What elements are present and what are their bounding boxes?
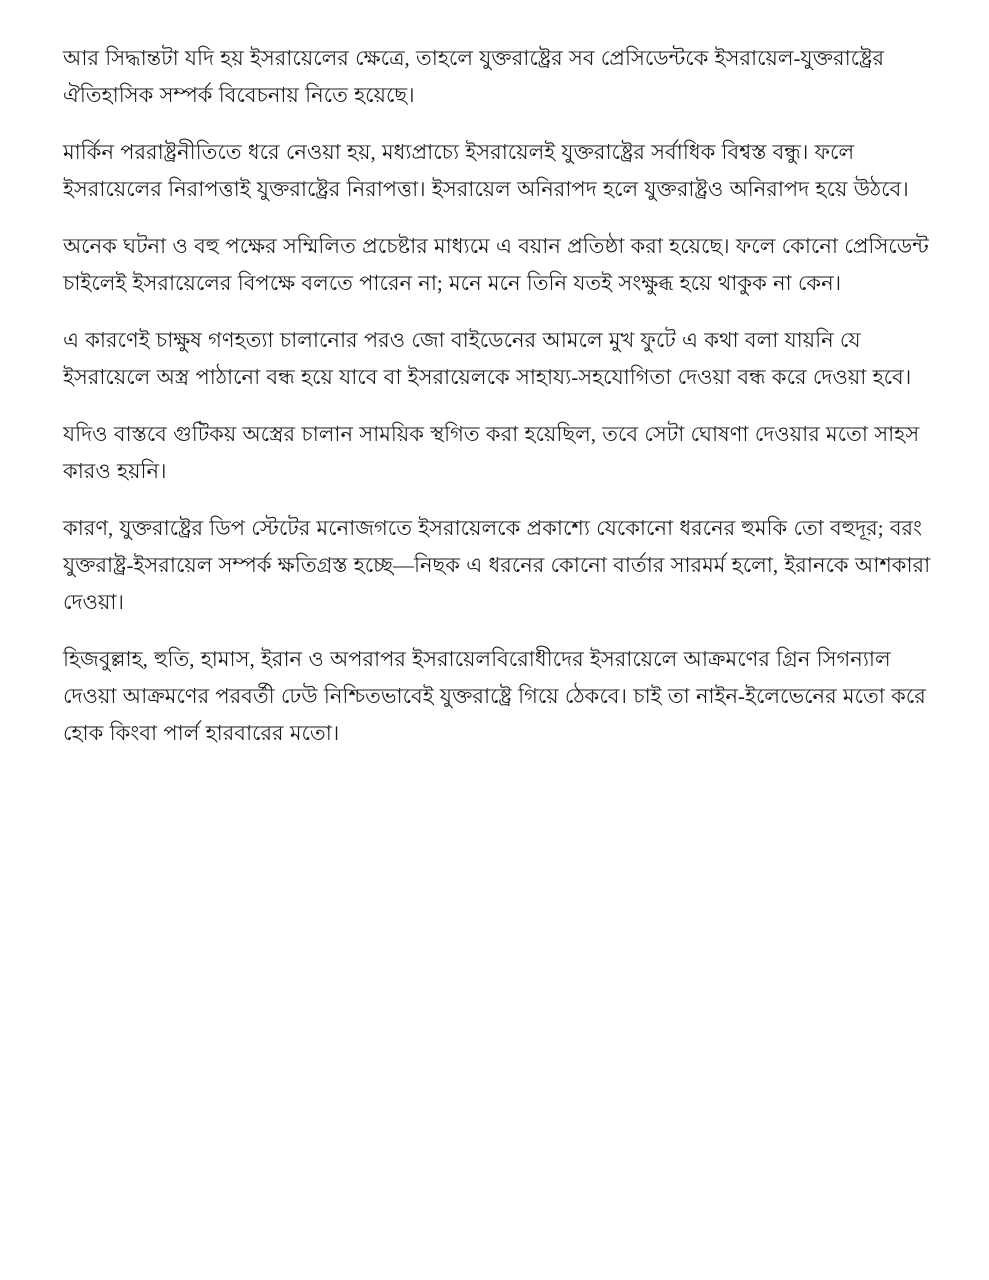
paragraph-5: যদিও বাস্তবে গুটিকয় অস্ত্রের চালান সাময়িক স্থগিত করা হয়েছিল, তবে সেটা ঘোষণা দেওয়ার মতো সাহস কারও হয়নি।: [63, 422, 920, 483]
paragraph-6: কারণ, যুক্তরাষ্ট্রের ডিপ স্টেটের মনোজগতে ইসরায়েলকে প্রকাশ্যে যেকোনো ধরনের হুমকি তো বহুদূর; বরং যুক্তরাষ্ট্র-ইসরায়েল সম্পর্ক ক্ষতিগ্রস্ত হচ্ছে—নিছক এ ধরনের কোনো বার্তার সারমর্ম হলো, ইরানকে আশকারা দেওয়া।: [63, 516, 931, 614]
paragraph-1: আর সিদ্ধান্তটা যদি হয় ইসরায়েলের ক্ষেত্রে, তাহলে যুক্তরাষ্ট্রের সব প্রেসিডেন্টকে ইসরায়েল-যুক্তরাষ্ট্রের ঐতিহাসিক সম্পর্ক বিবেচনায় নিতে হয়েছে।: [63, 46, 885, 107]
paragraph-3: অনেক ঘটনা ও বহু পক্ষের সম্মিলিত প্রচেষ্টার মাধ্যমে এ বয়ান প্রতিষ্ঠা করা হয়েছে। ফলে কোনো প্রেসিডেন্ট চাইলেই ইসরায়েলের বিপক্ষে বলতে পারেন না; মনে মনে তিনি যতই সংক্ষুব্ধ হয়ে থাকুক না কেন।: [63, 234, 929, 295]
paragraph-2: মার্কিন পররাষ্ট্রনীতিতে ধরে নেওয়া হয়, মধ্যপ্রাচ্যে ইসরায়েলই যুক্তরাষ্ট্রের সর্বাধিক বিশ্বস্ত বন্ধু। ফলে ইসরায়েলের নিরাপত্তাই যুক্তরাষ্ট্রের নিরাপত্তা। ইসরায়েল অনিরাপদ হলে যুক্তরাষ্ট্রও অনিরাপদ হয়ে উঠবে।: [63, 140, 909, 201]
article-body: [63, 40, 933, 752]
paragraph-7: হিজবুল্লাহ, হুতি, হামাস, ইরান ও অপরাপর ইসরায়েলবিরোধীদের ইসরায়েলে আক্রমণের গ্রিন সিগন্যাল দেওয়া আক্রমণের পরবর্তী ঢেউ নিশ্চিতভাবেই যুক্তরাষ্ট্রে গিয়ে ঠেকবে। চাই তা নাইন-ইলেভেনের মতো করে হোক কিংবা পার্ল হারবারের মতো।: [63, 647, 926, 745]
paragraph-4: এ কারণেই চাক্ষুষ গণহত্যা চালানোর পরও জো বাইডেনের আমলে মুখ ফুটে এ কথা বলা যায়নি যে ইসরায়েলে অস্ত্র পাঠানো বন্ধ হয়ে যাবে বা ইসরায়েলকে সাহায্য-সহযোগিতা দেওয়া বন্ধ করে দেওয়া হবে।: [63, 328, 912, 389]
